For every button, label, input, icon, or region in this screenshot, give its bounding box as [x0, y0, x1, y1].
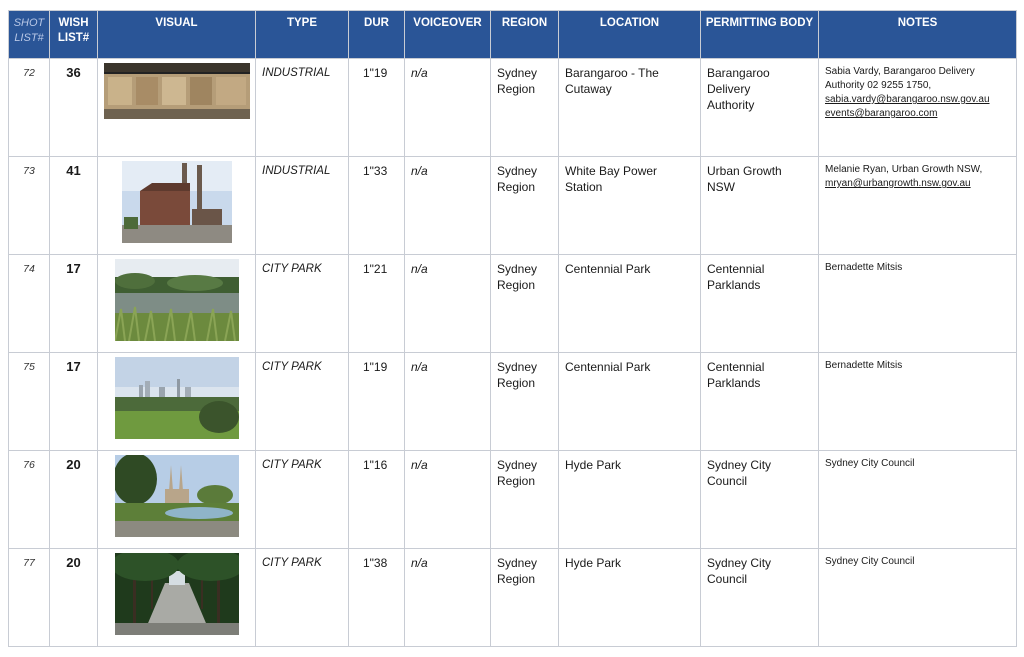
wish-number: 20	[50, 549, 98, 647]
hyde-park-cathedral-photo	[115, 455, 239, 537]
wish-number: 36	[50, 59, 98, 157]
table-row	[9, 255, 1017, 353]
header-notes: NOTES	[819, 11, 1017, 59]
table-row	[9, 353, 1017, 451]
region-cell: Sydney Region	[491, 59, 559, 157]
wish-number: 17	[50, 255, 98, 353]
voiceover-cell: n/a	[405, 157, 491, 255]
duration-cell: 1"19	[349, 59, 405, 157]
location-cell: Centennial Park	[559, 255, 701, 353]
permitting-body-cell: Centennial Parklands	[701, 353, 819, 451]
industrial-gallery-photo	[104, 63, 250, 119]
region-cell: Sydney Region	[491, 549, 559, 647]
type-cell: INDUSTRIAL	[256, 157, 349, 255]
voiceover-cell: n/a	[405, 451, 491, 549]
email-link[interactable]: mryan@urbangrowth.nsw.gov.au	[825, 178, 971, 189]
permitting-body-cell: Barangaroo Delivery Authority	[701, 59, 819, 157]
type-cell: CITY PARK	[256, 451, 349, 549]
header-dur: DUR	[349, 11, 405, 59]
header-type: TYPE	[256, 11, 349, 59]
table-row	[9, 59, 1017, 157]
visual-cell	[98, 157, 256, 255]
visual-cell	[98, 451, 256, 549]
region-cell: Sydney Region	[491, 255, 559, 353]
shot-number: 73	[9, 157, 50, 255]
permitting-body-cell: Sydney City Council	[701, 451, 819, 549]
visual-cell	[98, 549, 256, 647]
park-pond-photo	[115, 259, 239, 341]
notes-cell: Sabia Vardy, Barangaroo Delivery Authority 02 9255 1750, sabia.vardy@barangaroo.nsw.gov.au events@barangaroo.com	[819, 59, 1017, 157]
notes-cell: Sydney City Council	[819, 451, 1017, 549]
voiceover-cell: n/a	[405, 255, 491, 353]
region-cell: Sydney Region	[491, 353, 559, 451]
table-row	[9, 157, 1017, 255]
header-visual: VISUAL	[98, 11, 256, 59]
power-station-photo	[122, 161, 232, 243]
table-row	[9, 451, 1017, 549]
location-cell: White Bay Power Station	[559, 157, 701, 255]
location-cell: Hyde Park	[559, 451, 701, 549]
notes-cell: Bernadette Mitsis	[819, 353, 1017, 451]
wish-number: 20	[50, 451, 98, 549]
hyde-park-avenue-photo	[115, 553, 239, 635]
table-row	[9, 549, 1017, 647]
shot-list-table	[8, 10, 1017, 647]
notes-cell: Sydney City Council	[819, 549, 1017, 647]
header-location: LOCATION	[559, 11, 701, 59]
header-wish-list: WISH LIST#	[50, 11, 98, 59]
header-row	[9, 11, 1017, 59]
shot-number: 72	[9, 59, 50, 157]
duration-cell: 1"16	[349, 451, 405, 549]
park-skyline-photo	[115, 357, 239, 439]
visual-cell	[98, 255, 256, 353]
voiceover-cell: n/a	[405, 59, 491, 157]
header-voiceover: VOICEOVER	[405, 11, 491, 59]
visual-cell	[98, 59, 256, 157]
shot-number: 74	[9, 255, 50, 353]
header-region: REGION	[491, 11, 559, 59]
email-link[interactable]: sabia.vardy@barangaroo.nsw.gov.au	[825, 94, 990, 105]
email-link[interactable]: events@barangaroo.com	[825, 108, 938, 119]
voiceover-cell: n/a	[405, 549, 491, 647]
location-cell: Barangaroo - The Cutaway	[559, 59, 701, 157]
type-cell: INDUSTRIAL	[256, 59, 349, 157]
notes-cell: Melanie Ryan, Urban Growth NSW, mryan@urbangrowth.nsw.gov.au	[819, 157, 1017, 255]
wish-number: 41	[50, 157, 98, 255]
voiceover-cell: n/a	[405, 353, 491, 451]
shot-number: 77	[9, 549, 50, 647]
shot-number: 76	[9, 451, 50, 549]
region-cell: Sydney Region	[491, 157, 559, 255]
shot-number: 75	[9, 353, 50, 451]
header-shot-list: SHOT LIST#	[9, 11, 50, 59]
region-cell: Sydney Region	[491, 451, 559, 549]
header-permitting-body: PERMITTING BODY	[701, 11, 819, 59]
type-cell: CITY PARK	[256, 255, 349, 353]
duration-cell: 1"33	[349, 157, 405, 255]
location-cell: Centennial Park	[559, 353, 701, 451]
notes-cell: Bernadette Mitsis	[819, 255, 1017, 353]
duration-cell: 1"19	[349, 353, 405, 451]
permitting-body-cell: Centennial Parklands	[701, 255, 819, 353]
duration-cell: 1"38	[349, 549, 405, 647]
wish-number: 17	[50, 353, 98, 451]
permitting-body-cell: Urban Growth NSW	[701, 157, 819, 255]
type-cell: CITY PARK	[256, 353, 349, 451]
permitting-body-cell: Sydney City Council	[701, 549, 819, 647]
duration-cell: 1"21	[349, 255, 405, 353]
visual-cell	[98, 353, 256, 451]
location-cell: Hyde Park	[559, 549, 701, 647]
type-cell: CITY PARK	[256, 549, 349, 647]
